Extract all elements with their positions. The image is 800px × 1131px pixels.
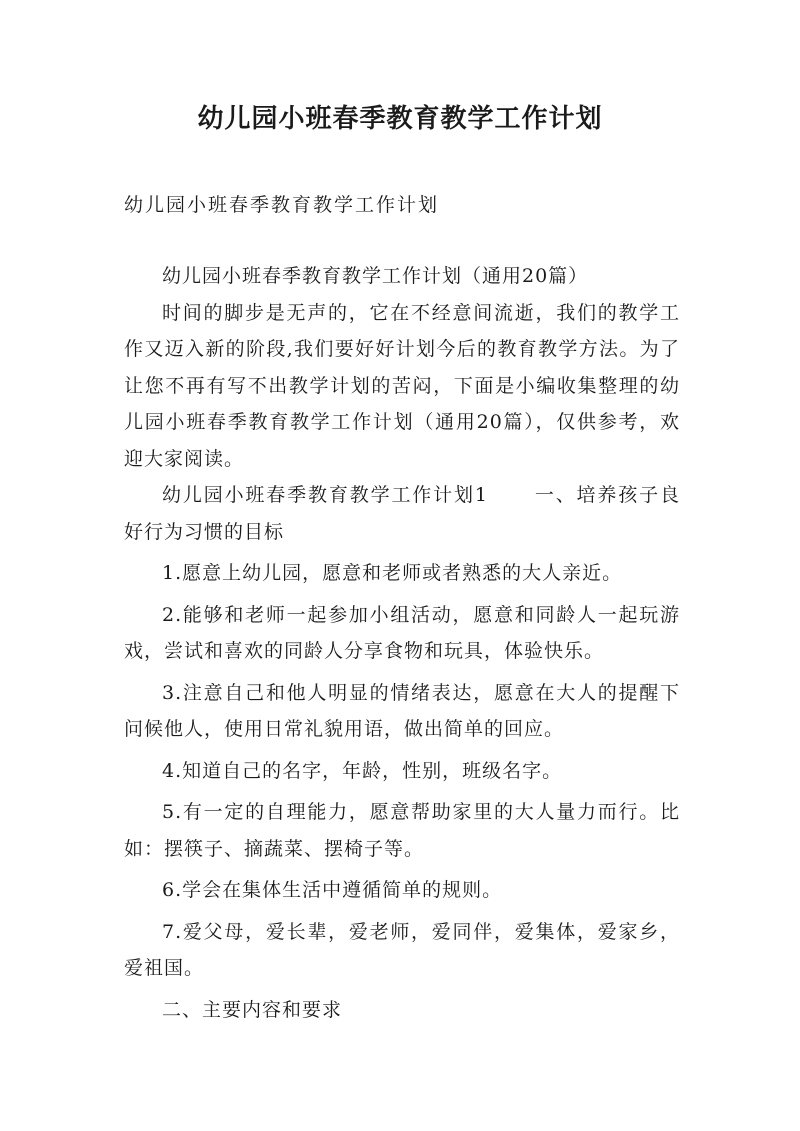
section-1-heading: 一、培养孩子良好行为习惯的目标 [124,484,680,543]
section-2-heading: 二、主要内容和要求 [162,998,343,1021]
intro-paragraph: 时间的脚步是无声的，它在不经意间流逝，我们的教学工作又迈入新的阶段,我们要好好计划今后的教育教学方法。为了让您不再有写不出教学计划的苦闷，下面是小编收集整理的幼儿园小班春季教育教学工作计划（通用20篇），仅供参考，欢迎大家阅读。 [124,301,680,470]
list-item: 3.注意自己和他人明显的情绪表达，愿意在大人的提醒下问候他人，使用日常礼貌用语，做出简单的回应。 [124,681,680,740]
list-item: 4.知道自己的名字，年龄，性别，班级名字。 [162,759,563,782]
document-body [124,258,680,1028]
intro-heading: 幼儿园小班春季教育教学工作计划（通用20篇） [162,265,589,287]
document-subtitle: 幼儿园小班春季教育教学工作计划 [124,194,440,216]
list-item: 5.有一定的自理能力，愿意帮助家里的大人量力而行。比如：摆筷子、摘蔬菜、摆椅子等。 [124,801,680,860]
plan-heading-paragraph [124,477,680,550]
list-item: 6.学会在集体生活中遵循简单的规则。 [162,879,503,901]
list-item: 2.能够和老师一起参加小组活动，愿意和同龄人一起玩游戏，尝试和喜欢的同龄人分享食物和玩具，体验快乐。 [124,603,680,662]
list-item: 7.爱父母，爱长辈，爱老师，爱同伴，爱集体，爱家乡，爱祖国。 [124,920,680,979]
plan-label: 幼儿园小班春季教育教学工作计划1 [162,484,488,506]
list-item: 1.愿意上幼儿园，愿意和老师或者熟悉的大人亲近。 [162,562,623,584]
document-title: 幼儿园小班春季教育教学工作计划 [197,104,603,134]
